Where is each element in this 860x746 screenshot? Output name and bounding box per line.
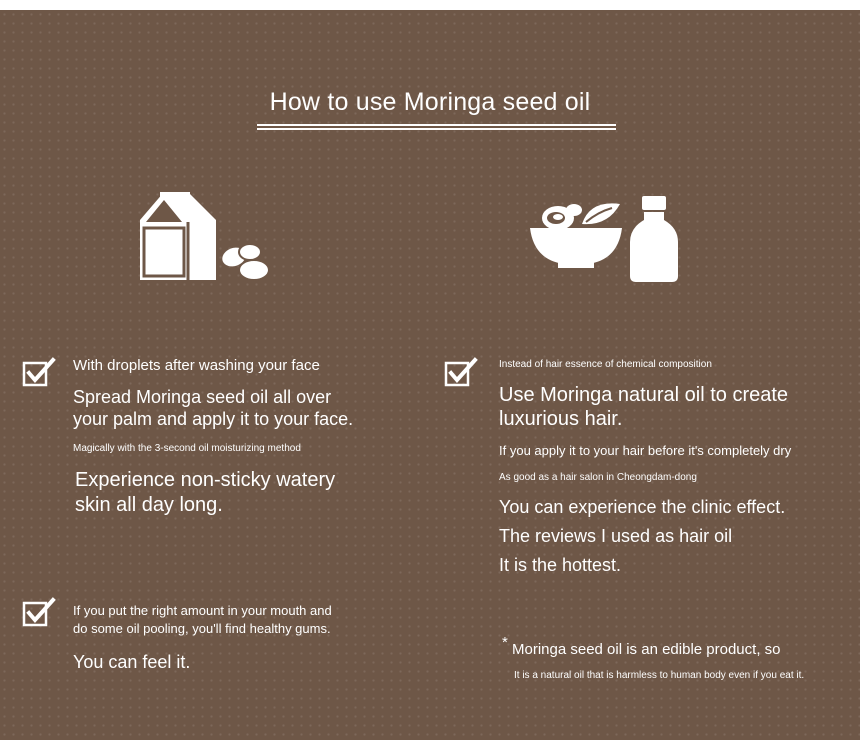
checkbox-checked-icon <box>22 357 56 387</box>
tip-highlight: Use Moringa natural oil to create <box>499 384 789 406</box>
tip-text: Instead of hair essence of chemical composition <box>499 359 712 370</box>
tip-highlight: skin all day long. <box>75 494 223 516</box>
tip-text: You can feel it. <box>73 652 191 672</box>
tip-highlight: luxurious hair. <box>499 408 623 430</box>
tip-text: Magically with the 3-second oil moisturizing method <box>73 443 301 454</box>
page-title: How to use Moringa seed oil <box>269 88 591 116</box>
checkbox-checked-icon <box>22 597 56 627</box>
note-text: It is a natural oil that is harmless to human body even if you eat it. <box>514 670 805 681</box>
oil-bottle-icon <box>628 194 680 284</box>
tip-text: The reviews I used as hair oil <box>499 526 733 546</box>
milk-carton-icon <box>138 190 218 282</box>
tip-text: If you apply it to your hair before it's completely dry <box>499 443 792 458</box>
tip-text: With droplets after washing your face <box>73 357 320 374</box>
note-asterisk: * <box>502 634 508 651</box>
tip-text: You can experience the clinic effect. <box>499 497 786 517</box>
tip-text: do some oil pooling, you'll find healthy gums. <box>73 621 331 636</box>
title-underline <box>257 124 616 130</box>
tip-text: It is the hottest. <box>499 555 622 575</box>
tip-text: As good as a hair salon in Cheongdam-dong <box>499 472 697 483</box>
tip-text: If you put the right amount in your mouth and <box>73 603 332 618</box>
tip-text: Spread Moringa seed oil all over <box>73 387 332 407</box>
checkbox-checked-icon <box>444 357 478 387</box>
eggs-icon <box>220 240 272 282</box>
tip-text: your palm and apply it to your face. <box>73 409 354 429</box>
salad-bowl-icon <box>528 198 624 270</box>
tip-highlight: Experience non-sticky watery <box>75 469 336 491</box>
note-text: Moringa seed oil is an edible product, so <box>512 641 781 658</box>
infographic-panel <box>0 10 860 740</box>
